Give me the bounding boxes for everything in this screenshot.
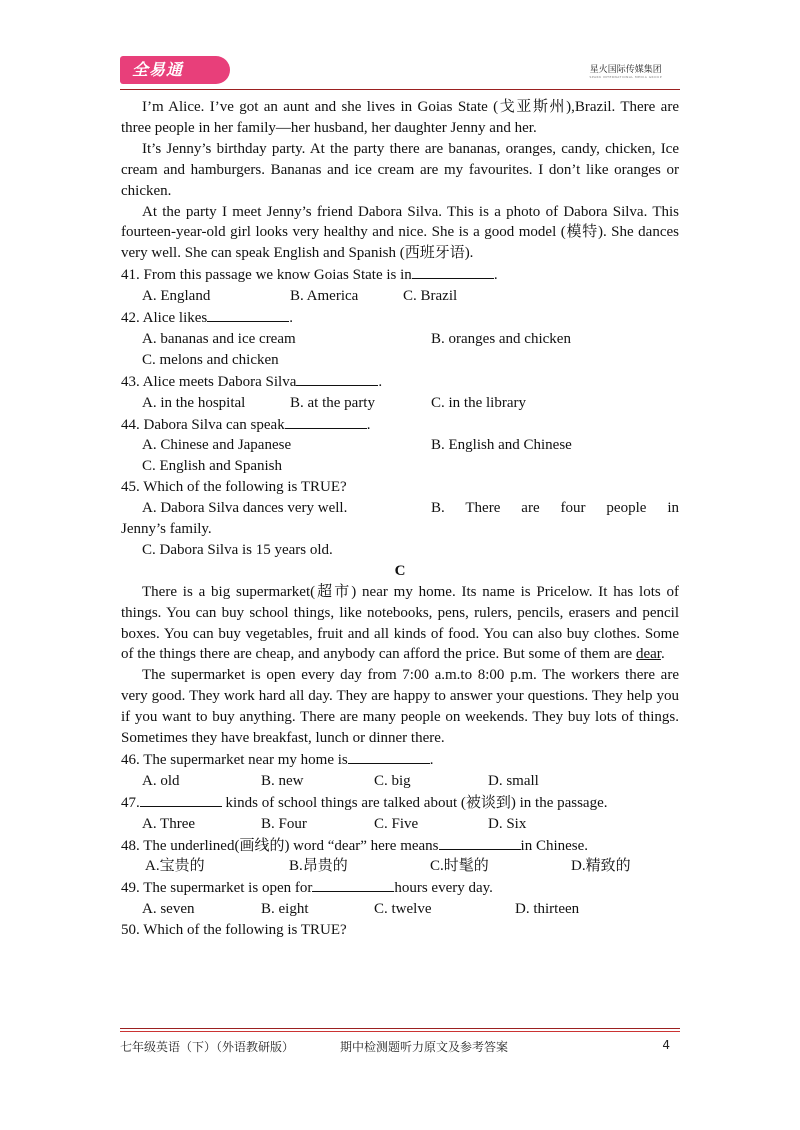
option-c: C. in the library (431, 394, 526, 411)
option-b: B.昂贵的 (289, 858, 348, 875)
option-c: C. twelve (374, 901, 432, 918)
question-45: 45. Which of the following is TRUE? (121, 479, 347, 496)
answer-blank (412, 264, 494, 279)
section-c-title: C (394, 562, 406, 579)
options-44-c (121, 456, 679, 477)
question-stem: kinds of school things are talked about (被谈到) in the passage. (221, 794, 608, 811)
passage-c-paragraph: The supermarket is open every day from 7:00 a.m.to 8:00 p.m. The workers there are very good. They work hard all day. They are happy to answer your questions. They help you if you want to buy anything. There are many people on weekends. They buy lots of things. Sometimes they have breakfast, lunch or dinner there. (121, 667, 679, 747)
option-a: A. Dabora Silva dances very well. (142, 500, 348, 517)
option-c: C. Dabora Silva is 15 years old. (142, 541, 333, 558)
page-content (121, 97, 679, 941)
passage-c-paragraph (121, 582, 679, 666)
question-stem: 41. From this passage we know Goias State is in (121, 267, 412, 284)
passage-text: . (660, 646, 665, 663)
header-rule (120, 89, 680, 90)
page-number: 4 (662, 1038, 670, 1052)
question-44: 44. Dabora Silva can speak . (121, 414, 679, 436)
options-48 (121, 856, 679, 877)
answer-blank (296, 371, 378, 386)
question-46: 46. The supermarket near my home is . (121, 749, 679, 771)
options-45 (121, 498, 679, 540)
question-stem-end: in Chinese. (520, 837, 589, 854)
question-49 (121, 877, 679, 899)
question-number: 47. (121, 794, 140, 811)
option-b-line1: B. There are four people in (431, 500, 679, 517)
option-d: D. Six (488, 815, 527, 832)
option-c: C. Five (374, 815, 419, 832)
option-b: B. oranges and chicken (431, 330, 571, 347)
answer-blank (285, 414, 367, 429)
answer-blank (439, 835, 521, 850)
option-a: A.宝贵的 (145, 858, 205, 875)
brand-logo: 全易通 (120, 56, 230, 84)
option-c: C. melons and chicken (142, 351, 279, 368)
option-b: B. at the party (290, 394, 375, 411)
option-a: A. seven (142, 901, 195, 918)
options-42 (121, 329, 679, 350)
option-a: A. old (142, 772, 180, 789)
question-stem: 44. Dabora Silva can speak (121, 416, 285, 433)
publisher-name: 星火国际传媒集团 (589, 65, 662, 75)
underlined-word: dear (635, 646, 661, 663)
option-a: A. in the hospital (142, 394, 246, 411)
options-46 (121, 771, 679, 792)
question-50: 50. Which of the following is TRUE? (121, 922, 347, 939)
question-stem: 49. The supermarket is open for (121, 880, 313, 897)
option-c: C.时髦的 (430, 858, 489, 875)
option-c: C. Brazil (403, 288, 458, 305)
option-b: B. eight (261, 901, 309, 918)
question-42: 42. Alice likes . (121, 307, 679, 329)
option-c: C. English and Spanish (142, 458, 283, 475)
options-44 (121, 435, 679, 456)
question-stem: 42. Alice likes (121, 310, 208, 327)
option-a: A. Chinese and Japanese (142, 437, 292, 454)
answer-blank (312, 877, 394, 892)
footer-book-title: 七年级英语（下）（外语教研版） (120, 1040, 295, 1054)
publisher-name-en: SPARK INTERNATIONAL MEDIA GROUP (589, 75, 662, 79)
question-41: 41. From this passage we know Goias State is in . (121, 264, 679, 286)
passage-b-paragraph: At the party I meet Jenny’s friend Dabora Silva. This is a photo of Dabora Silva. This fourteen-year-old girl looks very healthy and nice. She is a good model (模特). She dances very well. She can speak English and Spanish (西班牙语). (121, 203, 679, 262)
options-43 (121, 393, 679, 414)
option-b: B. America (290, 288, 359, 305)
option-a: A. England (142, 288, 211, 305)
options-41 (121, 286, 679, 307)
question-48 (121, 835, 679, 857)
footer-rule-top (120, 1028, 680, 1029)
question-47 (121, 792, 679, 814)
question-stem: 46. The supermarket near my home is (121, 751, 348, 768)
option-a: A. Three (142, 815, 196, 832)
answer-blank (348, 749, 430, 764)
options-47 (121, 814, 679, 835)
option-d: D. thirteen (515, 901, 580, 918)
footer-rule-bottom (120, 1031, 680, 1032)
question-stem: 43. Alice meets Dabora Silva (121, 373, 297, 390)
question-43: 43. Alice meets Dabora Silva . (121, 371, 679, 393)
answer-blank (207, 307, 289, 322)
option-b: B. new (261, 772, 304, 789)
passage-b-paragraph: It’s Jenny’s birthday party. At the party there are bananas, oranges, candy, chicken, Ice cream and hamburgers. Bananas and ice cream are my favourites. I don’t like oranges or chicken. (121, 140, 679, 199)
passage-b-paragraph: I’m Alice. I’ve got an aunt and she lives in Goias State (戈亚斯州),Brazil. There are three people in her family—her husband, her daughter Jenny and her. (121, 99, 679, 136)
option-d: D. small (488, 772, 539, 789)
option-d: D.精致的 (571, 858, 631, 875)
option-a: A. bananas and ice cream (142, 330, 296, 347)
passage-text: There is a big supermarket(超市) near my home. Its name is Pricelow. It has lots of things. You can buy school things, like notebooks, pens, rulers, pencils, erasers and pencil boxes. You can buy vegetables, fruit and all kinds of food. You can also buy clothes. Some of the things there are cheap, and anybody can afford the price. But some of them are (121, 583, 679, 663)
question-stem: 48. The underlined(画线的) word “dear” here means (121, 837, 439, 854)
answer-blank (140, 792, 222, 807)
publisher-brand (589, 62, 662, 79)
option-b-line2: Jenny’s family. (121, 521, 212, 538)
option-c: C. big (374, 772, 411, 789)
options-42-c (121, 350, 679, 371)
question-stem-end: hours every day. (394, 880, 493, 897)
option-b: B. English and Chinese (431, 437, 572, 454)
footer-section-title: 期中检测题听力原文及参考答案 (340, 1040, 509, 1054)
option-b: B. Four (261, 815, 307, 832)
options-49 (121, 899, 679, 920)
options-45-c (121, 540, 679, 561)
page-header (120, 56, 680, 88)
